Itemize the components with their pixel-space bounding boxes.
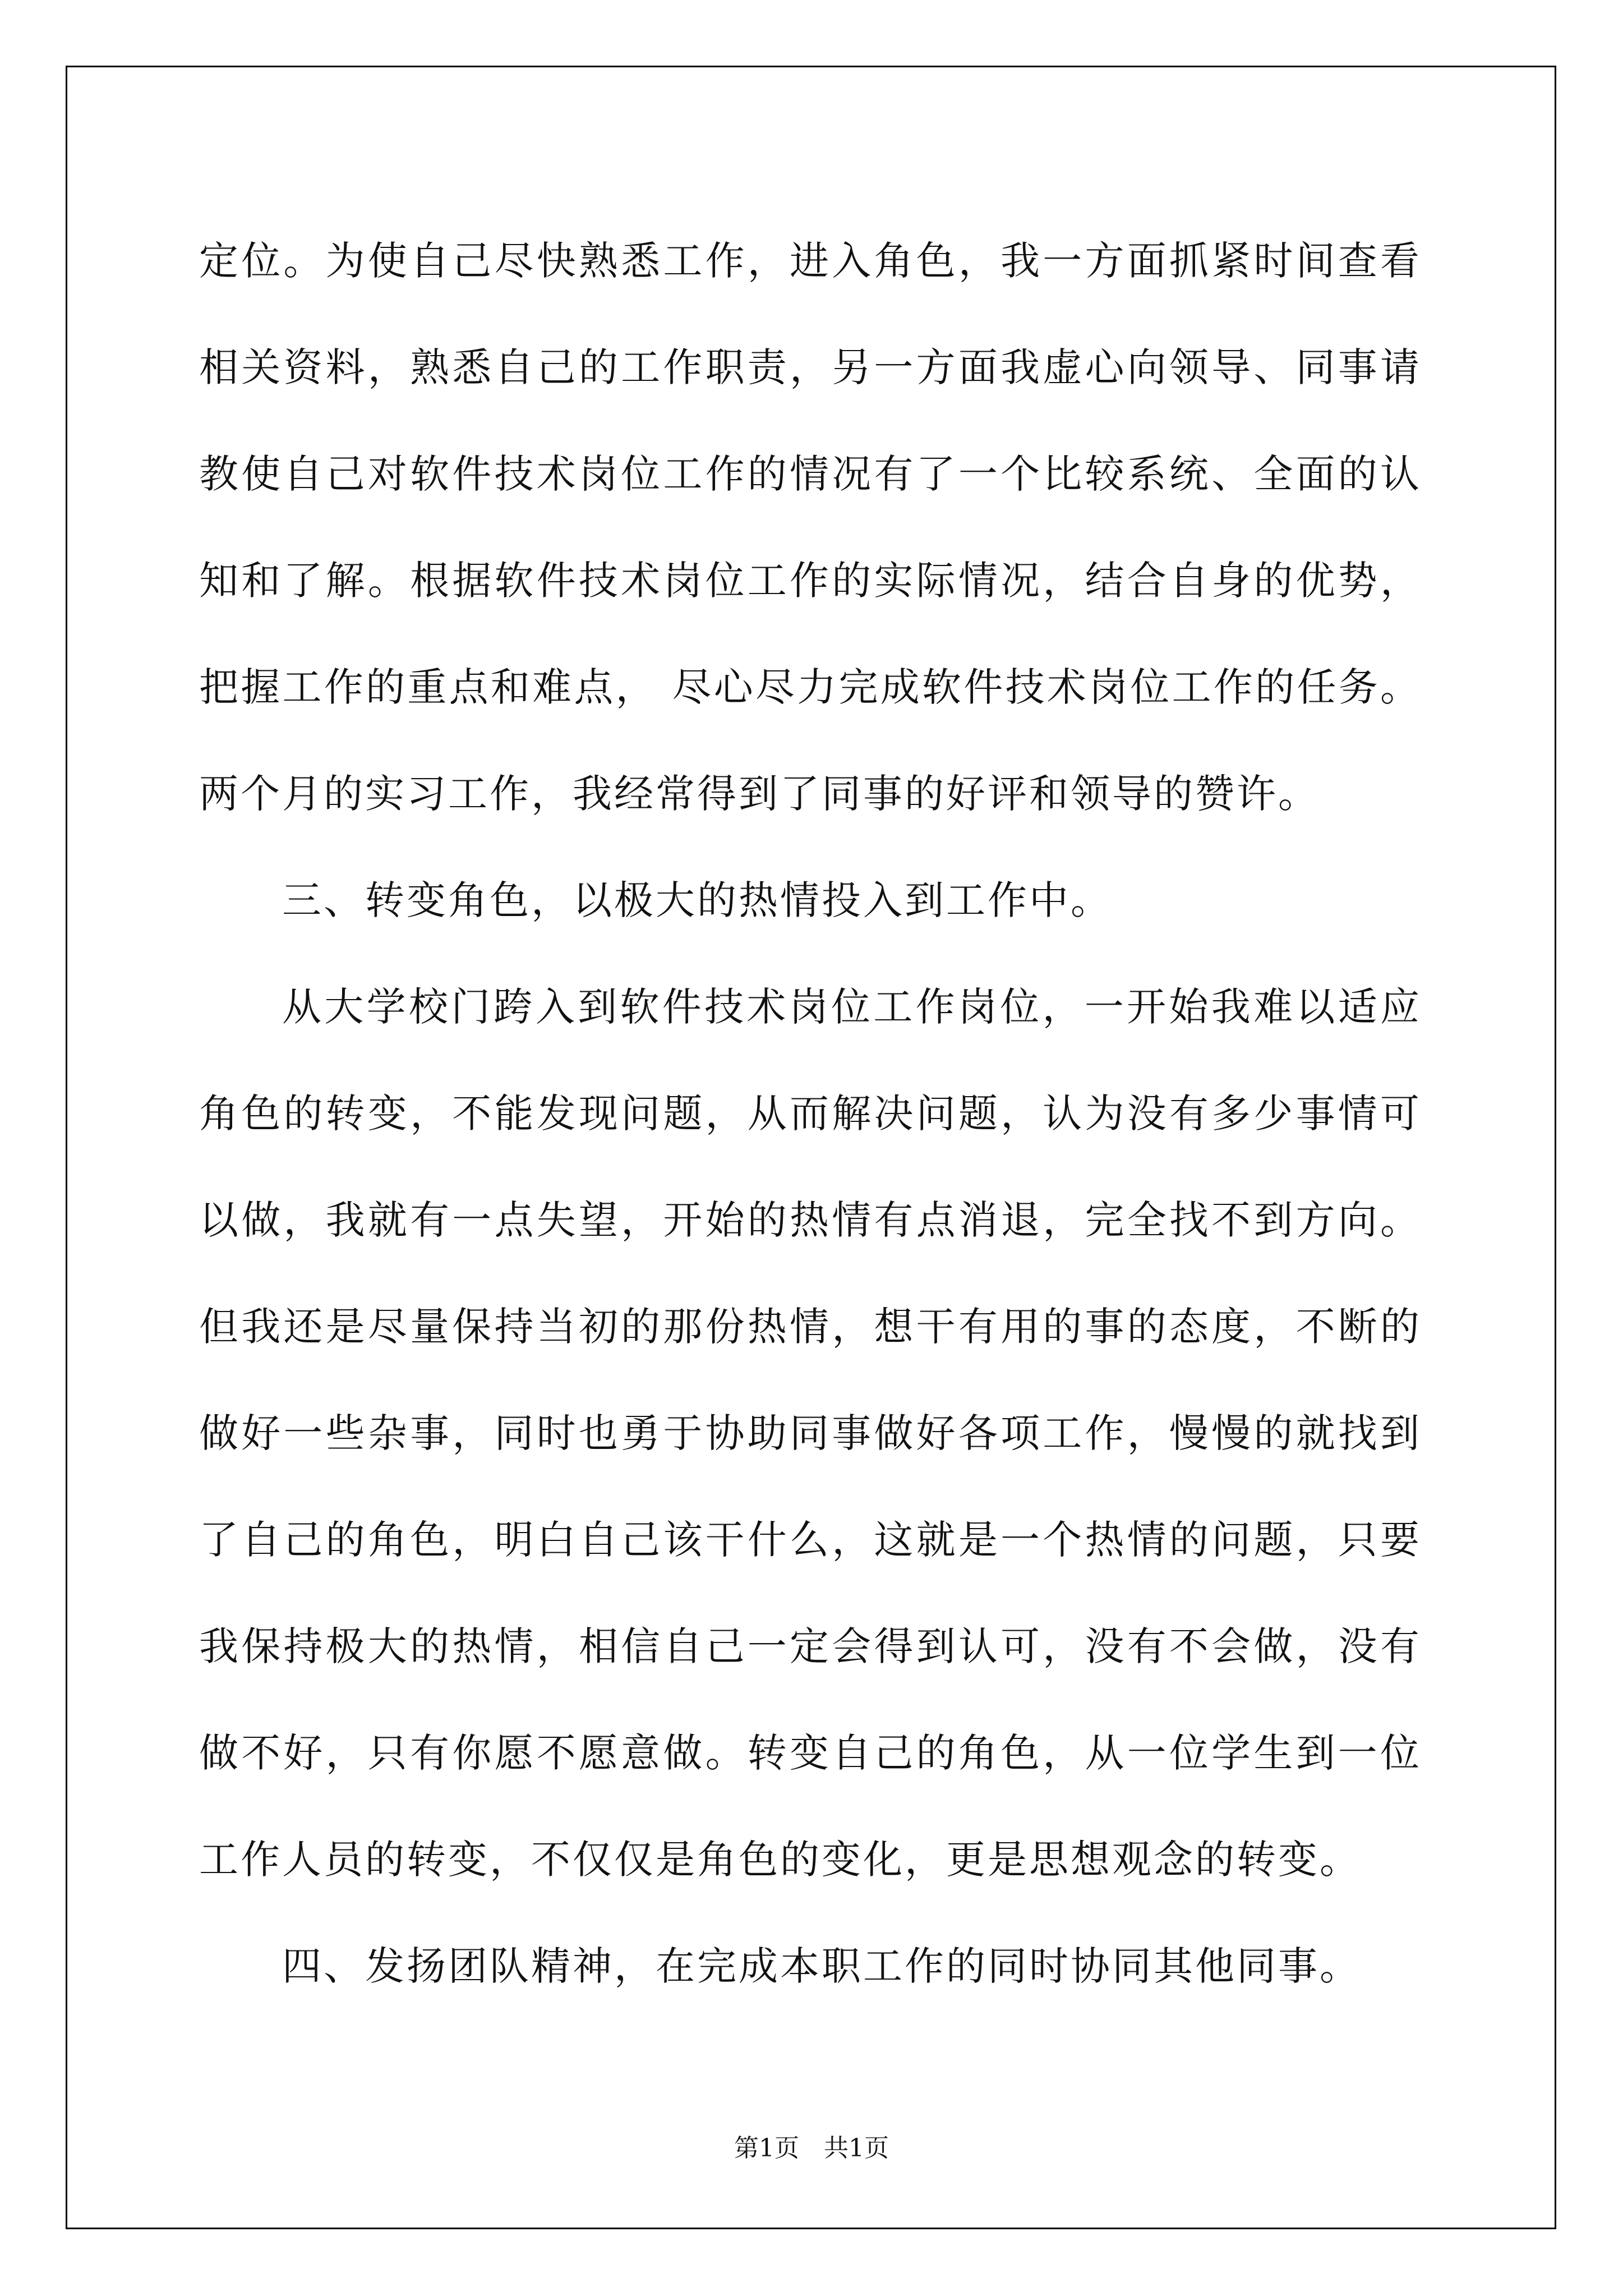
- section-heading: 四、发扬团队精神，在完成本职工作的同时协同其他同事。: [282, 1943, 1361, 1989]
- paragraph: 定位。为使自己尽快熟悉工作，进入角色，我一方面抓紧时间查看相关资料，熟悉自己的工作职责，另一方面我虚心向领导、同事请教使自己对软件技术岗位工作的情况有了一个比较系统、全面的认知和了解。根据软件技术岗位工作的实际情况，结合自身的优势，把握工作的重点和难点， 尽心尽力完成软件技术岗位工作的任务。两个月的实习工作，我经常得到了同事的好评和领导的赞许。: [199, 238, 1422, 817]
- paragraph: 从大学校门跨入到软件技术岗位工作岗位，一开始我难以适应角色的转变，不能发现问题，从而解决问题，认为没有多少事情可以做，我就有一点失望，开始的热情有点消退，完全找不到方向。但我还是尽量保持当初的那份热情，想干有用的事的态度，不断的做好一些杂事，同时也勇于协助同事做好各项工作，慢慢的就找到了自己的角色，明白自己该干什么，这就是一个热情的问题，只要我保持极大的热情，相信自己一定会得到认可，没有不会做，没有做不好，只有你愿不愿意做。转变自己的角色，从一位学生到一位工作人员的转变，不仅仅是角色的变化，更是思想观念的转变。: [199, 984, 1422, 1883]
- section-heading: 三、转变角色，以极大的热情投入到工作中。: [282, 877, 1112, 923]
- page-footer: 第1页 共1页: [734, 2134, 889, 2162]
- document-body: [199, 208, 1422, 2019]
